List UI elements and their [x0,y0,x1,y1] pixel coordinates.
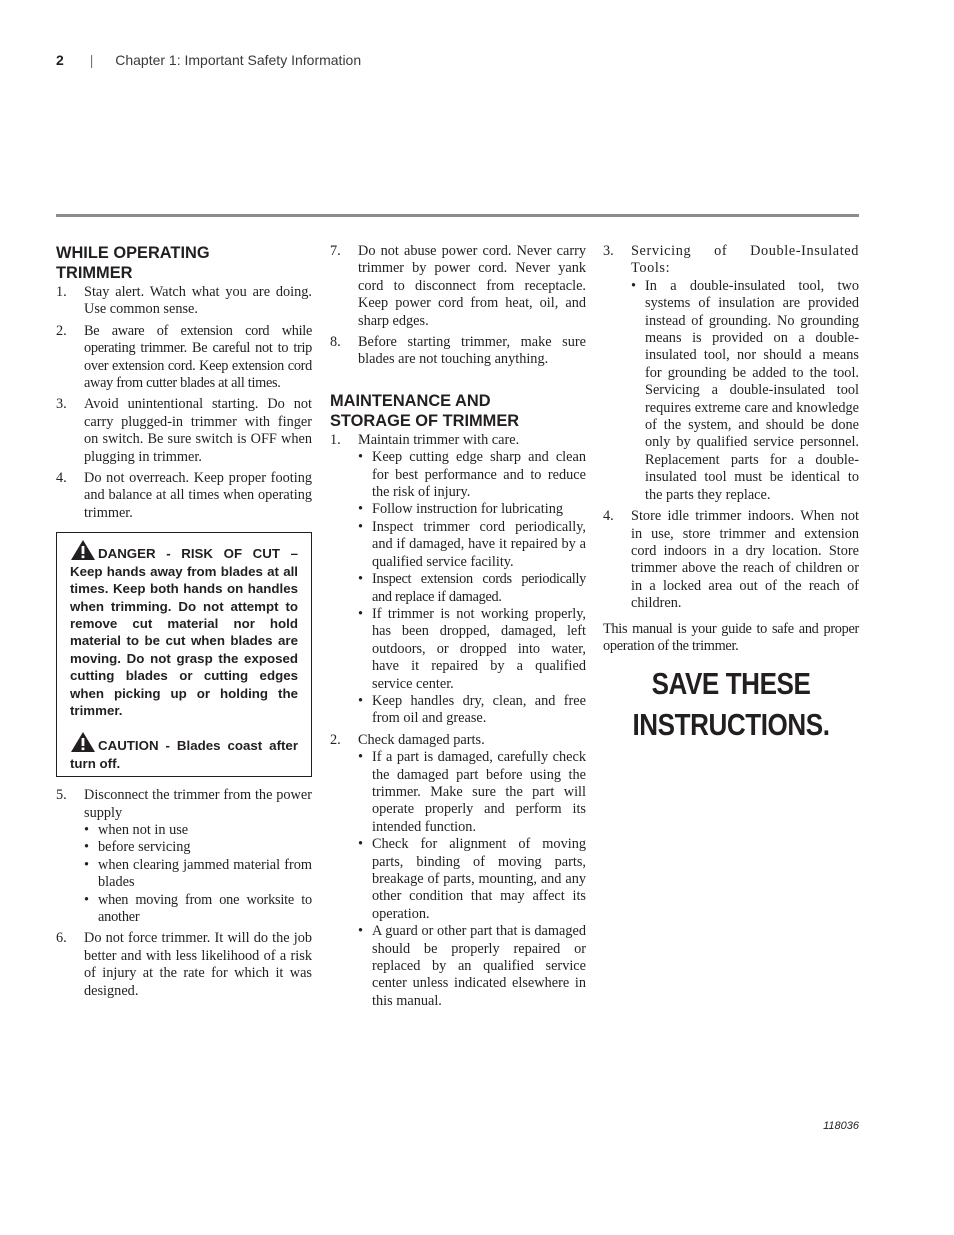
bullet-text: Follow instruction for lubricating [372,501,563,518]
item-text: Maintain trimmer with care. [358,431,520,448]
item-number: 3. [603,243,614,259]
bullet-marker: • [358,692,364,709]
bullet-text: when clearing jammed material from blades [98,856,312,891]
list-item [56,930,312,1000]
bullet-item [358,923,586,1010]
bullet-text: In a double-insulated tool, two systems of insulation are provided instead of grounding. No grounding means is provided on a double-insulated tool, nor should a means for grounding be added to the tool. Servicing a double-insulated tool requires extreme care and knowledge of the system, and should be done only by qualified service personnel. Replacement parts for a double-insulated tool must be identical to the parts they replace. [645,277,859,503]
item-number: 2. [56,322,67,339]
bullet-text: when moving from one worksite to another [98,891,312,925]
item-number: 6. [56,930,67,947]
bullet-text: A guard or other part that is damaged should be properly repaired or replaced by an qualified service center unless indicated elsewhere in this manual. [372,923,586,1009]
page-number: 2 [56,52,64,68]
header-separator: | [89,52,94,68]
heading-line: WHILE OPERATING [56,244,210,262]
item-text: Store idle trimmer indoors. When not in use, store trimmer and extension cord indoors in a dry location. Store trimmer above the reach of children or in a locked area out of the reach of children. [631,508,859,612]
list-item [56,787,312,926]
list-item [56,396,312,466]
bullet-item [358,606,586,693]
bullet-marker: • [358,749,364,766]
bullet-text: Inspect extension cords periodically and replace if damaged. [372,571,586,605]
bullet-text: Keep handles dry, clean, and free from oil and grease. [372,692,586,727]
operating-list [56,284,312,522]
list-item [56,323,312,393]
bullet-list [84,822,312,926]
bullet-text: Inspect trimmer cord periodically, and if damaged, have it repaired by a qualified service facility. [372,518,586,570]
save-line: INSTRUCTIONS. [632,707,830,743]
item-text: Do not abuse power cord. Never carry trimmer by power cord. Never yank cord to disconnect from receptacle. Keep power cord from heat, oil, and sharp edges. [358,243,586,329]
bullet-text: If trimmer is not working properly, has been dropped, damaged, left outdoors, or dropped into water, have it repaired by a qualified service center. [372,605,586,692]
list-item [330,334,586,369]
item-text: Avoid unintentional starting. Do not carry plugged-in trimmer with finger on switch. Be sure switch is OFF when plugging in trimmer. [84,396,312,465]
bullet-marker: • [358,605,364,622]
caution-text: CAUTION - Blades coast after turn off. [70,738,298,771]
item-text: Do not force trimmer. It will do the job better and with less likelihood of a risk of injury at the rate for which it was designed. [84,930,312,999]
bullet-marker: • [358,449,364,466]
column-2 [330,243,586,1014]
page-header [56,52,361,68]
item-text: Stay alert. Watch what you are doing. Use common sense. [84,284,312,318]
bullet-marker: • [358,923,364,940]
list-item [56,284,312,319]
item-number: 3. [56,396,67,413]
item-number: 8. [330,334,341,351]
bullet-item [358,501,586,518]
danger-text-block [70,539,298,719]
item-number: 1. [330,431,341,448]
item-text: Servicing of Double-Insulated Tools: [631,243,859,277]
bullet-marker: • [358,836,364,853]
section-heading-maintenance [330,391,586,431]
bullet-text: Keep cutting edge sharp and clean for best performance and to reduce the risk of injury. [372,449,586,501]
list-item [603,508,859,612]
item-number: 2. [330,731,341,748]
section-heading-operating [56,243,312,283]
item-text: Do not overreach. Keep proper footing and balance at all times when operating trimmer. [84,470,312,521]
bullet-item [84,822,312,839]
bullet-marker: • [631,277,637,294]
column-1 [56,243,312,1004]
warning-icon [70,539,96,561]
item-text: Be aware of extension cord while operating trimmer. Be careful not to trip over extension cord. Keep extension cord away from cutter blades at all times. [84,322,312,392]
document-number: 118036 [823,1120,859,1132]
bullet-text: before servicing [98,839,191,856]
bullet-item [358,693,586,728]
danger-text: DANGER - RISK OF CUT – Keep hands away from blades at all times. Keep both hands on handles when trimming. Do not attempt to remove cut material nor hold material to be cut when blades are moving. Do not grasp the exposed cutting blades or cutting edges when picking up or holding the trimmer. [70,546,298,718]
chapter-title: Chapter 1: Important Safety Information [115,52,362,68]
column-3 [603,243,859,745]
closing-paragraph: This manual is your guide to safe and proper operation of the trimmer. [603,620,859,654]
bullet-marker: • [84,821,90,838]
caution-text-block [70,731,298,772]
danger-box [56,532,312,777]
bullet-item [84,892,312,927]
list-item [330,432,586,728]
bullet-item [358,836,586,923]
item-number: 5. [56,787,67,804]
bullet-marker: • [358,501,364,518]
item-text: Check damaged parts. [358,731,485,748]
item-text: Disconnect the trimmer from the power supply [84,787,312,821]
list-item [330,732,586,1011]
bullet-marker: • [358,518,364,535]
bullet-list [358,449,586,728]
bullet-marker: • [84,839,90,856]
bullet-marker: • [84,891,90,908]
list-item [603,243,859,504]
header-rule [56,214,859,217]
item-text: Before starting trimmer, make sure blades are not touching anything. [358,334,586,368]
bullet-item [358,519,586,571]
save-instructions-heading [623,663,838,745]
bullet-text: If a part is damaged, carefully check the damaged part before using the trimmer. Make sure the part will operate properly and perform its intended function. [372,749,586,835]
save-line: SAVE THESE [651,666,811,702]
bullet-item [358,749,586,836]
bullet-list [358,749,586,1010]
bullet-marker: • [358,571,364,588]
heading-line: TRIMMER [56,264,133,282]
item-number: 1. [56,284,67,300]
warning-icon [70,731,96,753]
item-number: 7. [330,243,341,259]
bullet-text: Check for alignment of moving parts, binding of moving parts, breakage of parts, mounting, and any other condition that may affect its operation. [372,836,586,922]
bullet-item [358,571,586,606]
item-number: 4. [603,508,614,525]
item-number: 4. [56,470,67,487]
bullet-list [631,278,859,504]
bullet-item [84,839,312,856]
bullet-item [358,449,586,501]
heading-line: MAINTENANCE AND [330,391,491,410]
bullet-marker: • [84,856,90,873]
list-item [330,243,586,330]
bullet-text: when not in use [98,821,189,838]
bullet-item [84,857,312,892]
heading-line: STORAGE OF TRIMMER [330,411,520,430]
bullet-item [631,278,859,504]
list-item [56,470,312,522]
